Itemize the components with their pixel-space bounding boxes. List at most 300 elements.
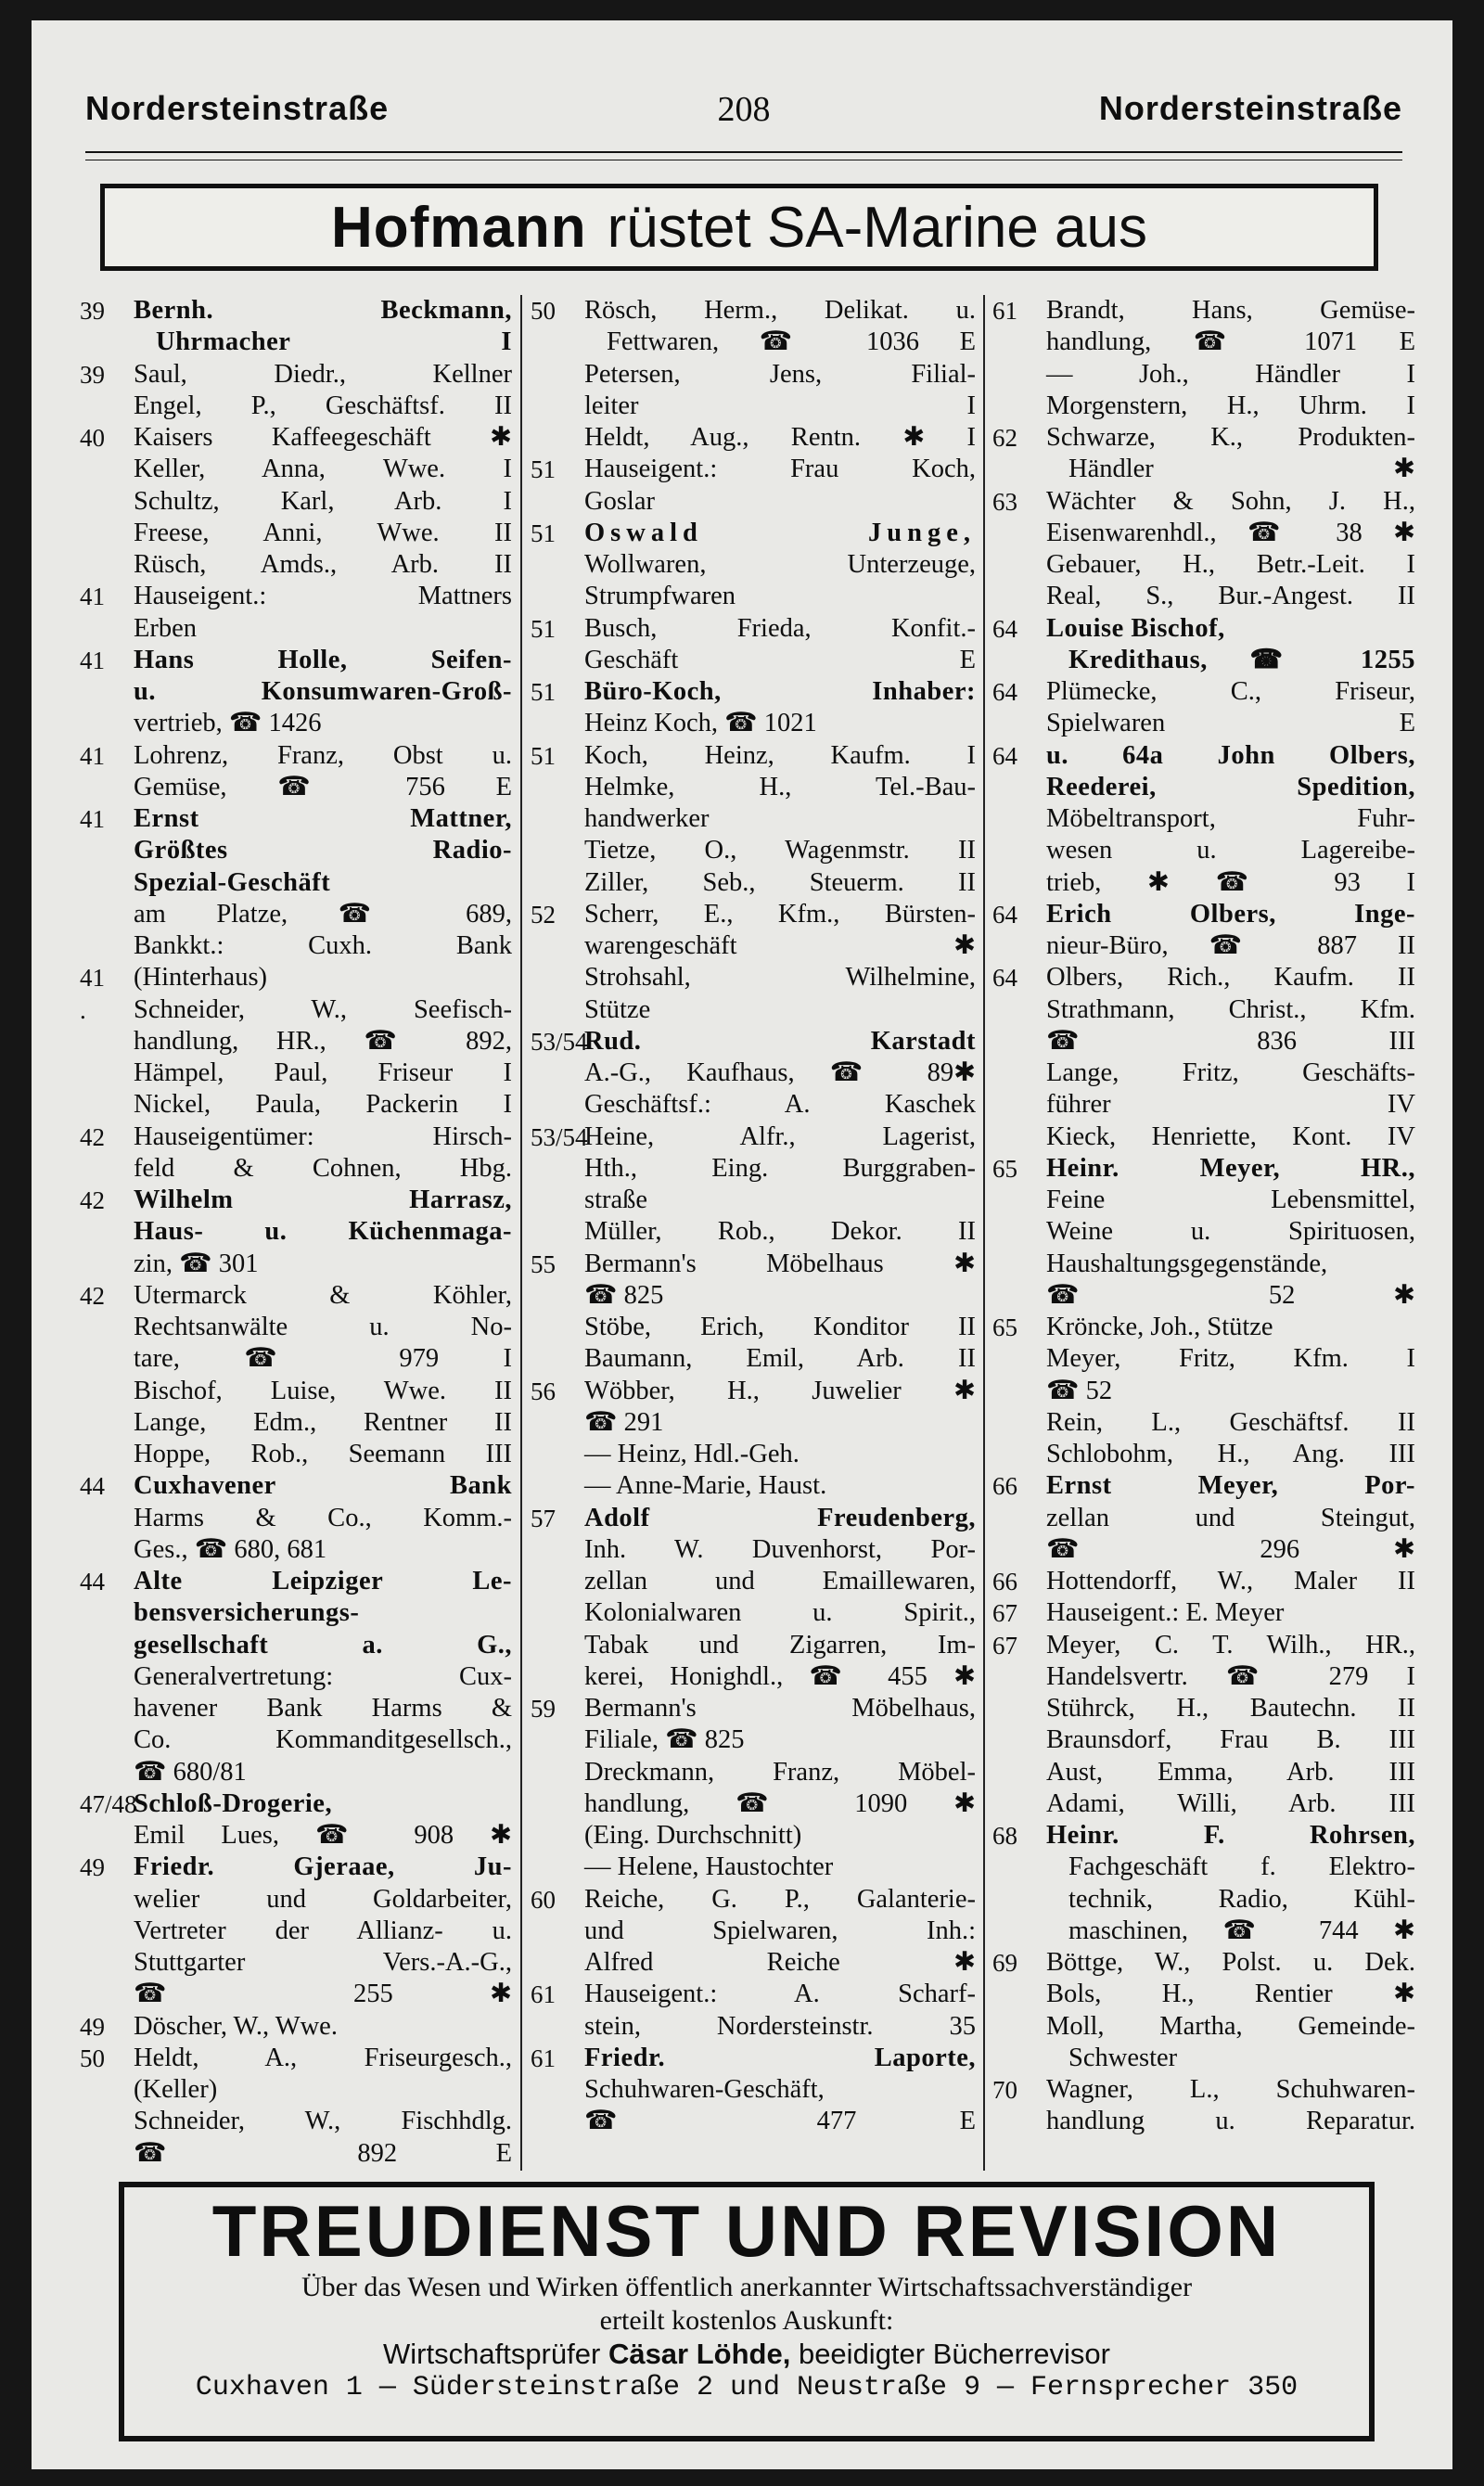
directory-line xyxy=(992,1597,1415,1629)
directory-line xyxy=(992,2043,1415,2074)
entry-text: Keller, Anna, Wwe. I xyxy=(134,455,512,484)
house-number: 57 xyxy=(531,1504,556,1532)
directory-line xyxy=(992,1407,1415,1439)
entry-text: Bischof, Luise, Wwe. II xyxy=(134,1376,512,1405)
directory-line xyxy=(992,1280,1415,1312)
house-number: 64 xyxy=(992,678,1017,706)
entry-text: Rösch, Herm., Delikat. u. xyxy=(584,296,976,325)
directory-line xyxy=(531,1121,976,1153)
house-number: 39 xyxy=(80,360,105,389)
entry-text: A.-G., Kaufhaus, ☎ 89✱ xyxy=(584,1058,976,1087)
directory-line xyxy=(531,994,976,1026)
directory-line xyxy=(531,1312,976,1343)
directory-line xyxy=(80,1089,512,1121)
directory-line xyxy=(531,899,976,930)
entry-text: Reederei, Spedition, xyxy=(1046,772,1415,801)
entry-text: Schuhwaren-Geschäft, xyxy=(584,2075,825,2104)
directory-line xyxy=(80,867,512,899)
entry-text: Ges., ☎ 680, 681 xyxy=(134,1534,327,1564)
house-number: 53/54 xyxy=(531,1027,588,1056)
directory-line xyxy=(531,1788,976,1820)
entry-text: Hoppe, Rob., Seemann III xyxy=(134,1440,512,1468)
entry-text: Haushaltungsgegenstände, xyxy=(1046,1249,1328,1278)
directory-columns xyxy=(80,295,1415,2171)
directory-line xyxy=(992,708,1415,739)
directory-line xyxy=(992,1884,1415,1916)
directory-line xyxy=(531,1057,976,1089)
entry-text: Erben xyxy=(134,613,198,643)
entry-text: Büro-Koch, Inhaber: xyxy=(584,677,976,706)
entry-text: maschinen, ☎ 744 ✱ xyxy=(1068,1916,1415,1945)
directory-line xyxy=(531,1820,976,1852)
house-number: 59 xyxy=(531,1695,556,1723)
directory-line xyxy=(992,1852,1415,1883)
directory-line xyxy=(531,1280,976,1312)
directory-line xyxy=(80,1503,512,1534)
directory-line xyxy=(80,1916,512,1947)
entry-text: Freese, Anni, Wwe. II xyxy=(134,518,512,547)
entry-text: — Joh., Händler I xyxy=(1046,359,1415,389)
house-number: 42 xyxy=(80,1122,105,1151)
directory-line xyxy=(992,2074,1415,2106)
entry-text: Rechtsanwälte u. No- xyxy=(134,1313,512,1341)
entry-text: — Anne-Marie, Haust. xyxy=(584,1471,827,1501)
directory-line xyxy=(531,1661,976,1693)
directory-line xyxy=(80,1057,512,1089)
entry-text: Goslar xyxy=(584,486,655,516)
entry-text: Lange, Fritz, Geschäfts- xyxy=(1046,1058,1415,1087)
directory-line xyxy=(992,1661,1415,1693)
entry-text: handlung, HR., ☎ 892, xyxy=(134,1026,512,1056)
directory-line xyxy=(992,454,1415,485)
directory-line xyxy=(992,962,1415,993)
entry-text: handlung u. Reparatur. xyxy=(1046,2107,1415,2136)
house-number: 41 xyxy=(80,741,105,770)
entry-text: führer IV xyxy=(1046,1090,1415,1120)
directory-line xyxy=(531,676,976,708)
directory-line xyxy=(80,1121,512,1153)
entry-text: Tietze, O., Wagenmstr. II xyxy=(584,836,976,865)
entry-text: tare, ☎ 979 I xyxy=(134,1344,512,1374)
entry-text: Alte Leipziger Le- xyxy=(134,1567,512,1595)
directory-line xyxy=(992,1820,1415,1852)
directory-line xyxy=(531,962,976,993)
entry-text: Größtes Radio- xyxy=(134,836,512,865)
entry-text: handlung, ☎ 1090 ✱ xyxy=(584,1788,976,1818)
directory-line xyxy=(992,994,1415,1026)
house-number: 51 xyxy=(531,455,556,484)
directory-line xyxy=(531,359,976,391)
house-number: 55 xyxy=(531,1249,556,1278)
entry-text: Hans Holle, Seifen- xyxy=(134,645,512,674)
directory-line xyxy=(80,2106,512,2137)
house-number: 61 xyxy=(531,1980,556,2009)
directory-line xyxy=(80,1376,512,1407)
entry-text: Eisenwarenhdl., ☎ 38 ✱ xyxy=(1046,518,1415,547)
directory-line xyxy=(992,803,1415,835)
directory-line xyxy=(992,1566,1415,1597)
entry-text: zellan und Steingut, xyxy=(1046,1503,1415,1532)
entry-text: ☎ 477 E xyxy=(584,2107,976,2136)
directory-line xyxy=(80,994,512,1026)
directory-line xyxy=(531,1566,976,1597)
entry-text: Fettwaren, ☎ 1036 E xyxy=(607,327,976,357)
directory-line xyxy=(992,422,1415,454)
entry-text: Utermarck & Köhler, xyxy=(134,1280,512,1310)
running-head-street-right: Nordersteinstraße xyxy=(1098,89,1402,127)
directory-line xyxy=(531,1503,976,1534)
house-number: 42 xyxy=(80,1186,105,1214)
entry-text: Reiche, G. P., Galanterie- xyxy=(584,1884,976,1914)
directory-line xyxy=(80,1439,512,1470)
entry-text: bensversicherungs- xyxy=(134,1598,360,1628)
header-rule xyxy=(85,151,1402,153)
entry-text: Stütze xyxy=(584,994,651,1024)
directory-line xyxy=(992,327,1415,358)
directory-line xyxy=(80,1026,512,1057)
entry-text: ☎ 296 ✱ xyxy=(1046,1534,1415,1564)
entry-text: Handelsvertr. ☎ 279 I xyxy=(1046,1661,1415,1691)
entry-text: Rud. Karstadt xyxy=(584,1026,976,1056)
directory-line xyxy=(992,1630,1415,1661)
directory-line xyxy=(992,1185,1415,1216)
entry-text: Rüsch, Amds., Arb. II xyxy=(134,550,512,579)
directory-line xyxy=(531,1439,976,1470)
treudienst-advertisement xyxy=(119,2182,1375,2441)
directory-line xyxy=(531,327,976,358)
directory-line xyxy=(80,327,512,358)
directory-line xyxy=(992,835,1415,866)
directory-line xyxy=(80,2074,512,2106)
directory-line xyxy=(992,613,1415,645)
entry-text: Böttge, W., Polst. u. Dek. xyxy=(1046,1948,1415,1977)
directory-line xyxy=(992,1121,1415,1153)
hofmann-advertisement xyxy=(100,184,1378,271)
directory-line xyxy=(531,1916,976,1947)
entry-text: Händler ✱ xyxy=(1068,455,1415,484)
entry-text: Heinr. Meyer, HR., xyxy=(1046,1153,1415,1183)
running-head xyxy=(85,89,1402,137)
directory-line xyxy=(992,1757,1415,1788)
directory-line xyxy=(992,1693,1415,1724)
house-number: 51 xyxy=(531,678,556,706)
directory-line xyxy=(531,549,976,581)
entry-text: Ernst Meyer, Por- xyxy=(1046,1471,1415,1501)
house-number: 52 xyxy=(531,900,556,929)
directory-line xyxy=(531,772,976,803)
entry-text: Bankkt.: Cuxh. Bank xyxy=(134,931,512,960)
entry-text: Hottendorff, W., Maler II xyxy=(1046,1567,1415,1595)
entry-text: Friedr. Laporte, xyxy=(584,2043,976,2072)
entry-text: Busch, Frieda, Konfit.- xyxy=(584,613,976,643)
directory-line xyxy=(992,1343,1415,1375)
entry-text: Feine Lebensmittel, xyxy=(1046,1185,1415,1214)
directory-line xyxy=(80,1470,512,1502)
entry-text: zellan und Emaillewaren, xyxy=(584,1567,976,1595)
directory-line xyxy=(531,1407,976,1439)
directory-line xyxy=(80,454,512,485)
directory-line xyxy=(531,2106,976,2137)
entry-text: Heinz Koch, ☎ 1021 xyxy=(584,709,817,738)
entry-text: Generalvertretung: Cux- xyxy=(134,1661,512,1691)
entry-text: Adolf Freudenberg, xyxy=(584,1503,976,1532)
directory-line xyxy=(992,1916,1415,1947)
entry-text: trieb, ✱ ☎ 93 I xyxy=(1046,867,1415,897)
entry-text: Kröncke, Joh., Stütze xyxy=(1046,1313,1273,1341)
entry-text: Filiale, ☎ 825 xyxy=(584,1725,745,1755)
house-number: 67 xyxy=(992,1631,1017,1659)
directory-line xyxy=(531,1852,976,1883)
entry-text: Weine u. Spirituosen, xyxy=(1046,1217,1415,1247)
entry-text: zin, ☎ 301 xyxy=(134,1249,259,1278)
directory-line xyxy=(531,1693,976,1724)
directory-line xyxy=(992,867,1415,899)
entry-text: Nickel, Paula, Packerin I xyxy=(134,1090,512,1120)
entry-text: Fachgeschäft f. Elektro- xyxy=(1068,1852,1415,1882)
entry-text: Kredithaus, ☎ 1255 xyxy=(1068,645,1415,674)
entry-text: Wollwaren, Unterzeuge, xyxy=(584,550,976,579)
entry-text: Bernh. Beckmann, xyxy=(134,296,512,325)
directory-line xyxy=(531,1153,976,1185)
directory-line xyxy=(531,708,976,739)
entry-text: Hth., Eing. Burggraben- xyxy=(584,1153,976,1183)
directory-line xyxy=(80,1534,512,1566)
directory-line xyxy=(992,1947,1415,1979)
directory-line xyxy=(80,1947,512,1979)
directory-line xyxy=(992,1026,1415,1057)
house-number: 61 xyxy=(992,297,1017,325)
house-number: 62 xyxy=(992,424,1017,452)
entry-text: Aust, Emma, Arb. III xyxy=(1046,1757,1415,1787)
directory-line xyxy=(80,1979,512,2010)
entry-text: Wächter & Sohn, J. H., xyxy=(1046,486,1415,516)
directory-line xyxy=(80,899,512,930)
directory-line xyxy=(80,645,512,676)
directory-line xyxy=(992,1503,1415,1534)
entry-text: Hauseigent.: Frau Koch, xyxy=(584,455,976,484)
entry-text: stein, Nordersteinstr. 35 xyxy=(584,2011,976,2041)
entry-text: Stührck, H., Bautechn. II xyxy=(1046,1694,1415,1723)
entry-text: Heine, Alfr., Lagerist, xyxy=(584,1121,976,1151)
entry-text: vertrieb, ☎ 1426 xyxy=(134,709,322,738)
directory-line xyxy=(992,645,1415,676)
directory-line xyxy=(531,613,976,645)
entry-text: ☎ 892 E xyxy=(134,2138,512,2168)
house-number: 70 xyxy=(992,2076,1017,2104)
running-head-street-left: Nordersteinstraße xyxy=(85,89,390,127)
directory-line xyxy=(531,2043,976,2074)
house-number: 49 xyxy=(80,2012,105,2041)
entry-text: Brandt, Hans, Gemüse- xyxy=(1046,296,1415,325)
entry-text: Inh. W. Duvenhorst, Por- xyxy=(584,1534,976,1564)
directory-line xyxy=(80,391,512,422)
entry-text: Tabak und Zigarren, Im- xyxy=(584,1630,976,1659)
directory-line xyxy=(80,962,512,993)
entry-text: wesen u. Lagereibe- xyxy=(1046,836,1415,865)
directory-line xyxy=(531,803,976,835)
entry-text: Geschäftsf.: A. Kaschek xyxy=(584,1090,976,1120)
entry-text: Hauseigent.: A. Scharf- xyxy=(584,1980,976,2009)
entry-text: Heldt, Aug., Rentn. ✱ I xyxy=(584,423,976,452)
directory-line xyxy=(80,835,512,866)
page-number: 208 xyxy=(717,90,771,129)
directory-line xyxy=(531,930,976,962)
directory-line xyxy=(531,1249,976,1280)
directory-line xyxy=(992,1089,1415,1121)
entry-text: Vertreter der Allianz- u. xyxy=(134,1916,512,1945)
directory-line xyxy=(992,1312,1415,1343)
entry-text: Geschäft E xyxy=(584,645,976,674)
directory-line xyxy=(80,1249,512,1280)
directory-line xyxy=(80,518,512,549)
entry-text: Spezial-Geschäft xyxy=(134,867,331,897)
directory-line xyxy=(531,518,976,549)
entry-text: Harms & Co., Komm.- xyxy=(134,1503,512,1532)
directory-line xyxy=(531,1343,976,1375)
directory-line xyxy=(531,1216,976,1248)
entry-text: am Platze, ☎ 689, xyxy=(134,899,512,929)
directory-line xyxy=(80,1788,512,1820)
entry-text: Oswald Junge, xyxy=(584,518,976,547)
directory-line xyxy=(80,708,512,739)
ad-slogan: rüstet SA-Marine aus xyxy=(607,195,1147,260)
entry-text: Schwarze, K., Produkten- xyxy=(1046,423,1415,452)
entry-text: Erich Olbers, Inge- xyxy=(1046,899,1415,929)
entry-text: Wilhelm Harrasz, xyxy=(134,1185,512,1214)
ad-line-3-suffix: beeidigter Bücherrevisor xyxy=(798,2338,1110,2370)
entry-text: ☎ 52 xyxy=(1046,1376,1113,1405)
entry-text: Hauseigent.: E. Meyer xyxy=(1046,1598,1285,1628)
entry-text: technik, Radio, Kühl- xyxy=(1068,1884,1415,1914)
column-1 xyxy=(80,295,512,2171)
entry-text: Strohsahl, Wilhelmine, xyxy=(584,963,976,993)
house-number: 56 xyxy=(531,1377,556,1405)
entry-text: Alfred Reiche ✱ xyxy=(584,1948,976,1977)
entry-text: Schwester xyxy=(1068,2043,1178,2072)
entry-text: Wöbber, H., Juwelier ✱ xyxy=(584,1376,976,1405)
directory-line xyxy=(80,613,512,645)
directory-line xyxy=(80,1343,512,1375)
entry-text: Lohrenz, Franz, Obst u. xyxy=(134,740,512,770)
directory-line xyxy=(531,2011,976,2043)
directory-line xyxy=(80,1693,512,1724)
column-2 xyxy=(531,295,976,2171)
ad-line-3-name: Cäsar Löhde, xyxy=(608,2338,791,2370)
directory-line xyxy=(531,1089,976,1121)
directory-line xyxy=(531,1947,976,1979)
entry-text: Kolonialwaren u. Spirit., xyxy=(584,1598,976,1628)
house-number: 44 xyxy=(80,1568,105,1595)
entry-text: kerei, Honighdl., ☎ 455 ✱ xyxy=(584,1661,976,1691)
entry-text: Petersen, Jens, Filial- xyxy=(584,359,976,389)
ad-line-3-prefix: Wirtschaftsprüfer xyxy=(383,2338,601,2370)
entry-text: handwerker xyxy=(584,804,710,833)
directory-line xyxy=(80,803,512,835)
entry-text: Adami, Willi, Arb. III xyxy=(1046,1788,1415,1818)
directory-line xyxy=(80,1757,512,1788)
directory-line xyxy=(992,295,1415,327)
entry-text: Emil Lues, ☎ 908 ✱ xyxy=(134,1821,512,1850)
house-number: 67 xyxy=(992,1599,1017,1628)
directory-line xyxy=(80,1407,512,1439)
entry-text: Friedr. Gjeraae, Ju- xyxy=(134,1852,512,1882)
entry-text: Schlobohm, H., Ang. III xyxy=(1046,1440,1415,1468)
entry-text: Bols, H., Rentier ✱ xyxy=(1046,1980,1415,2009)
entry-text: Hauseigent.: Mattners xyxy=(134,582,512,611)
house-number: 64 xyxy=(992,614,1017,643)
entry-text: ☎ 680/81 xyxy=(134,1757,247,1787)
entry-text: Schultz, Karl, Arb. I xyxy=(134,486,512,516)
house-number: . xyxy=(80,995,86,1024)
directory-line xyxy=(531,1757,976,1788)
entry-text: Scherr, E., Kfm., Bürsten- xyxy=(584,899,976,929)
directory-line xyxy=(992,772,1415,803)
entry-text: Moll, Martha, Gemeinde- xyxy=(1046,2011,1415,2041)
entry-text: havener Bank Harms & xyxy=(134,1694,512,1723)
directory-line xyxy=(992,1470,1415,1502)
house-number: 51 xyxy=(531,519,556,547)
directory-line xyxy=(80,549,512,581)
entry-text: ☎ 291 xyxy=(584,1407,664,1437)
column-divider xyxy=(983,295,985,2171)
entry-text: Kaisers Kaffeegeschäft ✱ xyxy=(134,423,512,452)
entry-text: Schneider, W., Seefisch- xyxy=(134,994,512,1024)
house-number: 65 xyxy=(992,1154,1017,1183)
house-number: 68 xyxy=(992,1822,1017,1850)
directory-line xyxy=(992,2106,1415,2137)
ad-line-1: Über das Wesen und Wirken öffentlich anerkannter Wirtschaftssachverständiger xyxy=(301,2272,1193,2302)
entry-text: ☎ 825 xyxy=(584,1280,664,1310)
entry-text: ☎ 255 ✱ xyxy=(134,1980,512,2009)
entry-text: ☎ 52 ✱ xyxy=(1046,1280,1415,1310)
entry-text: Rein, L., Geschäftsf. II xyxy=(1046,1407,1415,1437)
entry-text: Kieck, Henriette, Kont. IV xyxy=(1046,1121,1415,1151)
entry-text: Döscher, W., Wwe. xyxy=(134,2011,338,2041)
directory-line xyxy=(80,1216,512,1248)
house-number: 44 xyxy=(80,1472,105,1501)
directory-line xyxy=(80,1884,512,1916)
house-number: 65 xyxy=(992,1313,1017,1341)
directory-line xyxy=(992,1724,1415,1756)
column-divider xyxy=(520,295,522,2171)
entry-text: Bermann's Möbelhaus ✱ xyxy=(584,1249,976,1278)
directory-line xyxy=(531,1534,976,1566)
directory-line xyxy=(80,1185,512,1216)
entry-text: (Eing. Durchschnitt) xyxy=(584,1821,802,1850)
entry-text: Saul, Diedr., Kellner xyxy=(134,359,512,389)
directory-line xyxy=(531,1376,976,1407)
entry-text: Spielwaren E xyxy=(1046,709,1415,738)
directory-line xyxy=(531,295,976,327)
directory-line xyxy=(80,1820,512,1852)
directory-line xyxy=(80,676,512,708)
entry-text: Dreckmann, Franz, Möbel- xyxy=(584,1757,976,1787)
house-number: 41 xyxy=(80,646,105,674)
entry-text: Stöbe, Erich, Konditor II xyxy=(584,1313,976,1341)
entry-text: Heinr. F. Rohrsen, xyxy=(1046,1821,1415,1850)
ad-line-4: Cuxhaven 1 — Südersteinstraße 2 und Neustraße 9 — Fernsprecher 350 xyxy=(195,2372,1298,2403)
entry-text: leiter I xyxy=(584,391,976,420)
directory-line xyxy=(531,645,976,676)
house-number: 64 xyxy=(992,741,1017,770)
entry-text: Baumann, Emil, Arb. II xyxy=(584,1344,976,1374)
entry-text: Schneider, W., Fischhdlg. xyxy=(134,2107,512,2136)
directory-line xyxy=(80,2043,512,2074)
entry-text: Müller, Rob., Dekor. II xyxy=(584,1217,976,1247)
directory-line xyxy=(531,1979,976,2010)
directory-line xyxy=(531,581,976,612)
directory-line xyxy=(80,1153,512,1185)
